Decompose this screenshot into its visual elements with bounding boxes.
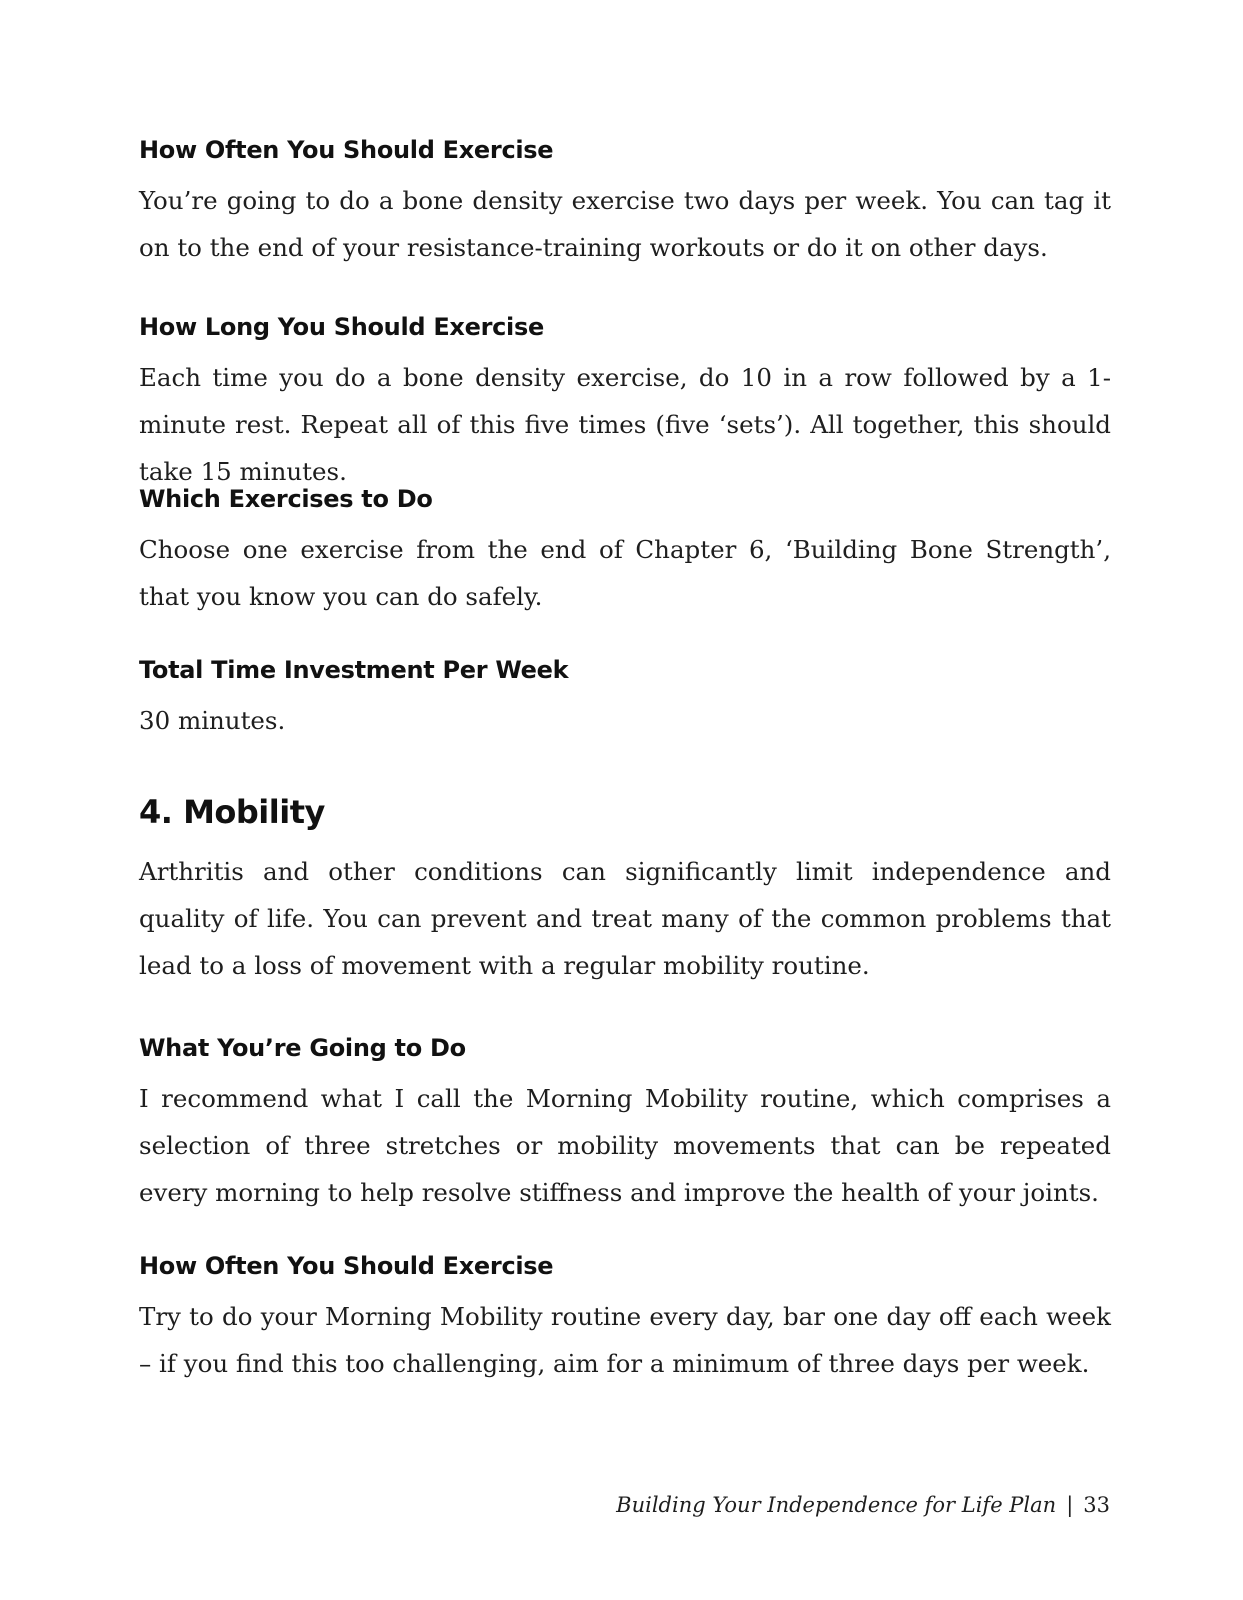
section-how-often bbox=[139, 135, 1111, 271]
section-body: I recommend what I call the Morning Mobility routine, which comprises a selection of three stretches or mobility movements that can be repeated every morning to help resolve stiffness and improve the health of your joints. bbox=[139, 1084, 1111, 1207]
section-body: Choose one exercise from the end of Chapter 6, ‘Building Bone Strength’, that you know you can do safely. bbox=[139, 535, 1111, 611]
section-heading: How Often You Should Exercise bbox=[139, 1252, 554, 1280]
section-what-to-do bbox=[139, 1033, 1111, 1216]
footer-separator: | bbox=[1066, 1493, 1074, 1517]
footer-title: Building Your Independence for Life Plan bbox=[616, 1493, 1057, 1517]
section-heading: Total Time Investment Per Week bbox=[139, 656, 569, 684]
section-which-exercises bbox=[139, 484, 1111, 620]
section-mobility-how-often bbox=[139, 1251, 1111, 1387]
section-body: You’re going to do a bone density exercise two days per week. You can tag it on to the end of your resistance-training workouts or do it on other days. bbox=[139, 186, 1111, 262]
mobility-heading: 4. Mobility bbox=[139, 793, 325, 831]
mobility-section bbox=[139, 792, 1111, 989]
page-number: 33 bbox=[1083, 1493, 1110, 1517]
section-how-long bbox=[139, 312, 1111, 495]
section-heading: Which Exercises to Do bbox=[139, 485, 433, 513]
section-heading: How Often You Should Exercise bbox=[139, 136, 554, 164]
section-body: Each time you do a bone density exercise, do 10 in a row followed by a 1-minute rest. Repeat all of this five times (five ‘sets’). All together, this should take 15 minutes. bbox=[139, 363, 1111, 486]
section-body: Try to do your Morning Mobility routine every day, bar one day off each week – if you find this too challenging, aim for a minimum of three days per week. bbox=[139, 1302, 1111, 1378]
section-heading: What You’re Going to Do bbox=[139, 1034, 466, 1062]
section-heading: How Long You Should Exercise bbox=[139, 313, 544, 341]
section-body: 30 minutes. bbox=[139, 706, 286, 735]
section-total-time bbox=[139, 655, 1111, 744]
mobility-intro: Arthritis and other conditions can significantly limit independence and quality of life. You can prevent and treat many of the common problems that lead to a loss of movement with a regular mobility routine. bbox=[139, 857, 1111, 980]
page-footer bbox=[616, 1491, 1110, 1519]
